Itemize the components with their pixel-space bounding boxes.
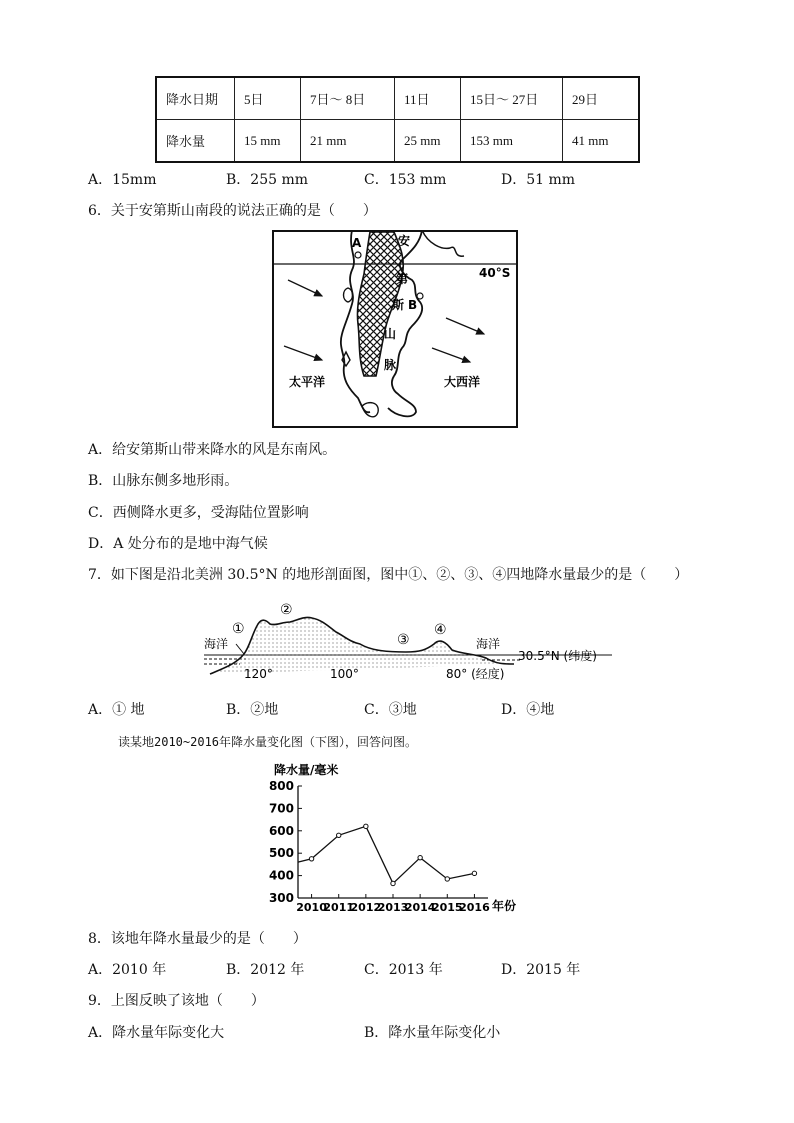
table-row: [156, 120, 639, 163]
q6-option-b: B．山脉东侧多地形雨。: [88, 473, 239, 489]
chart-xlabel: 年份: [492, 899, 517, 913]
map-label-A: A: [352, 236, 362, 250]
q5-option-d: D．51 mm: [501, 172, 576, 188]
map-label-di: 第: [396, 272, 409, 286]
rainfall-table: [155, 76, 640, 163]
chart-xtick-label: 2012: [350, 901, 382, 914]
q7-option-d: D．④地: [501, 702, 555, 718]
chart-data-point: [445, 877, 449, 881]
map-label-pacific: 太平洋: [289, 375, 326, 389]
q8-option-c: C．2013 年: [364, 962, 443, 978]
q5-option-a: A．15mm: [88, 172, 157, 188]
chart-data-point: [309, 857, 313, 861]
table-row: [156, 77, 639, 120]
q9-stem: 9．上图反映了该地（ ）: [88, 993, 265, 1009]
chart-xtick-label: 2010: [296, 901, 327, 914]
map-label-lat: 40°S: [479, 266, 511, 280]
chart-xtick-label: 2011: [323, 901, 355, 914]
terrain-profile: [200, 598, 612, 686]
chart-xtick-label: 2016: [459, 901, 490, 914]
table-cell: 7日～ 8日: [301, 77, 395, 120]
q6-option-d: D．A 处分布的是地中海气候: [88, 536, 268, 552]
chart-xtick-label: 2013: [377, 901, 409, 914]
chart-series-line: [298, 826, 474, 883]
table-cell: 15日～ 27日: [461, 77, 563, 120]
chart-data-point: [391, 881, 395, 885]
map-label-atlantic: 大西洋: [444, 375, 481, 389]
q7-option-b: B．②地: [226, 702, 279, 718]
map-label-si: 斯: [392, 298, 405, 312]
q9-option-b: B．降水量年际变化小: [364, 1025, 501, 1041]
chart-xtick-label: 2014: [404, 901, 436, 914]
table-cell: 21 mm: [301, 120, 395, 163]
chart-ytick-label: 500: [268, 846, 294, 861]
q5-option-c: C．153 mm: [364, 172, 447, 188]
profile-ocean-right: 海洋: [476, 637, 501, 651]
table-cell: 5日: [235, 77, 301, 120]
map-label-B: B: [408, 298, 418, 312]
q5-option-b: B．255 mm: [226, 172, 309, 188]
chart-ytick-label: 300: [268, 891, 294, 905]
chart-ytick-label: 600: [268, 823, 294, 838]
map-label-shan: 山: [384, 327, 397, 341]
profile-lat-label: 30.5°N (纬度): [518, 649, 597, 663]
q8-stem: 8．该地年降水量最少的是（ ）: [88, 931, 307, 947]
profile-point-4: ④: [434, 622, 447, 638]
profile-ocean-left: 海洋: [204, 637, 229, 651]
table-cell: 11日: [395, 77, 461, 120]
q7-option-a: A．① 地: [88, 702, 145, 718]
q7-stem: 7．如下图是沿北美洲 30.5°N 的地形剖面图，图中①、②、③、④四地降水量最少的是（ ）: [88, 567, 689, 583]
profile-point-2: ②: [280, 602, 293, 618]
profile-lon-100: 100°: [330, 667, 359, 681]
q6-stem: 6．关于安第斯山南段的说法正确的是（ ）: [88, 203, 377, 219]
q6-option-c: C．西侧降水更多，受海陆位置影响: [88, 505, 309, 521]
table-cell: 25 mm: [395, 120, 461, 163]
profile-lon-80: 80° (经度): [446, 667, 505, 681]
chart-ytick-label: 800: [268, 779, 294, 793]
chart-ylabel: 降水量/毫米: [274, 763, 339, 777]
profile-point-3: ③: [397, 632, 410, 648]
chart-ytick-label: 400: [268, 868, 294, 883]
profile-point-1: ①: [232, 621, 245, 637]
q8-option-a: A．2010 年: [88, 962, 167, 978]
row-header: 降水量: [156, 120, 235, 163]
q7-option-c: C．③地: [364, 702, 417, 718]
profile-lon-120: 120°: [244, 667, 273, 681]
rainfall-line-chart: [262, 756, 524, 916]
table-cell: 153 mm: [461, 120, 563, 163]
map-label-mai: 脉: [384, 358, 397, 372]
map-label-an: 安: [398, 234, 411, 248]
q6-option-a: A．给安第斯山带来降水的风是东南风。: [88, 442, 337, 458]
table-cell: 15 mm: [235, 120, 301, 163]
andes-map: [272, 230, 518, 428]
chart-data-point: [337, 833, 341, 837]
chart-intro: 读某地2010~2016年降水量变化图（下图），回答问图。: [118, 735, 418, 749]
row-header: 降水日期: [156, 77, 235, 120]
chart-ytick-label: 700: [268, 801, 294, 816]
table-cell: 29日: [563, 77, 640, 120]
q9-option-a: A．降水量年际变化大: [88, 1025, 225, 1041]
chart-xtick-label: 2015: [431, 901, 463, 914]
chart-data-point: [364, 824, 368, 828]
table-cell: 41 mm: [563, 120, 640, 163]
chart-data-point: [418, 855, 422, 859]
q8-option-d: D．2015 年: [501, 962, 581, 978]
q8-option-b: B．2012 年: [226, 962, 305, 978]
chart-data-point: [472, 871, 476, 875]
